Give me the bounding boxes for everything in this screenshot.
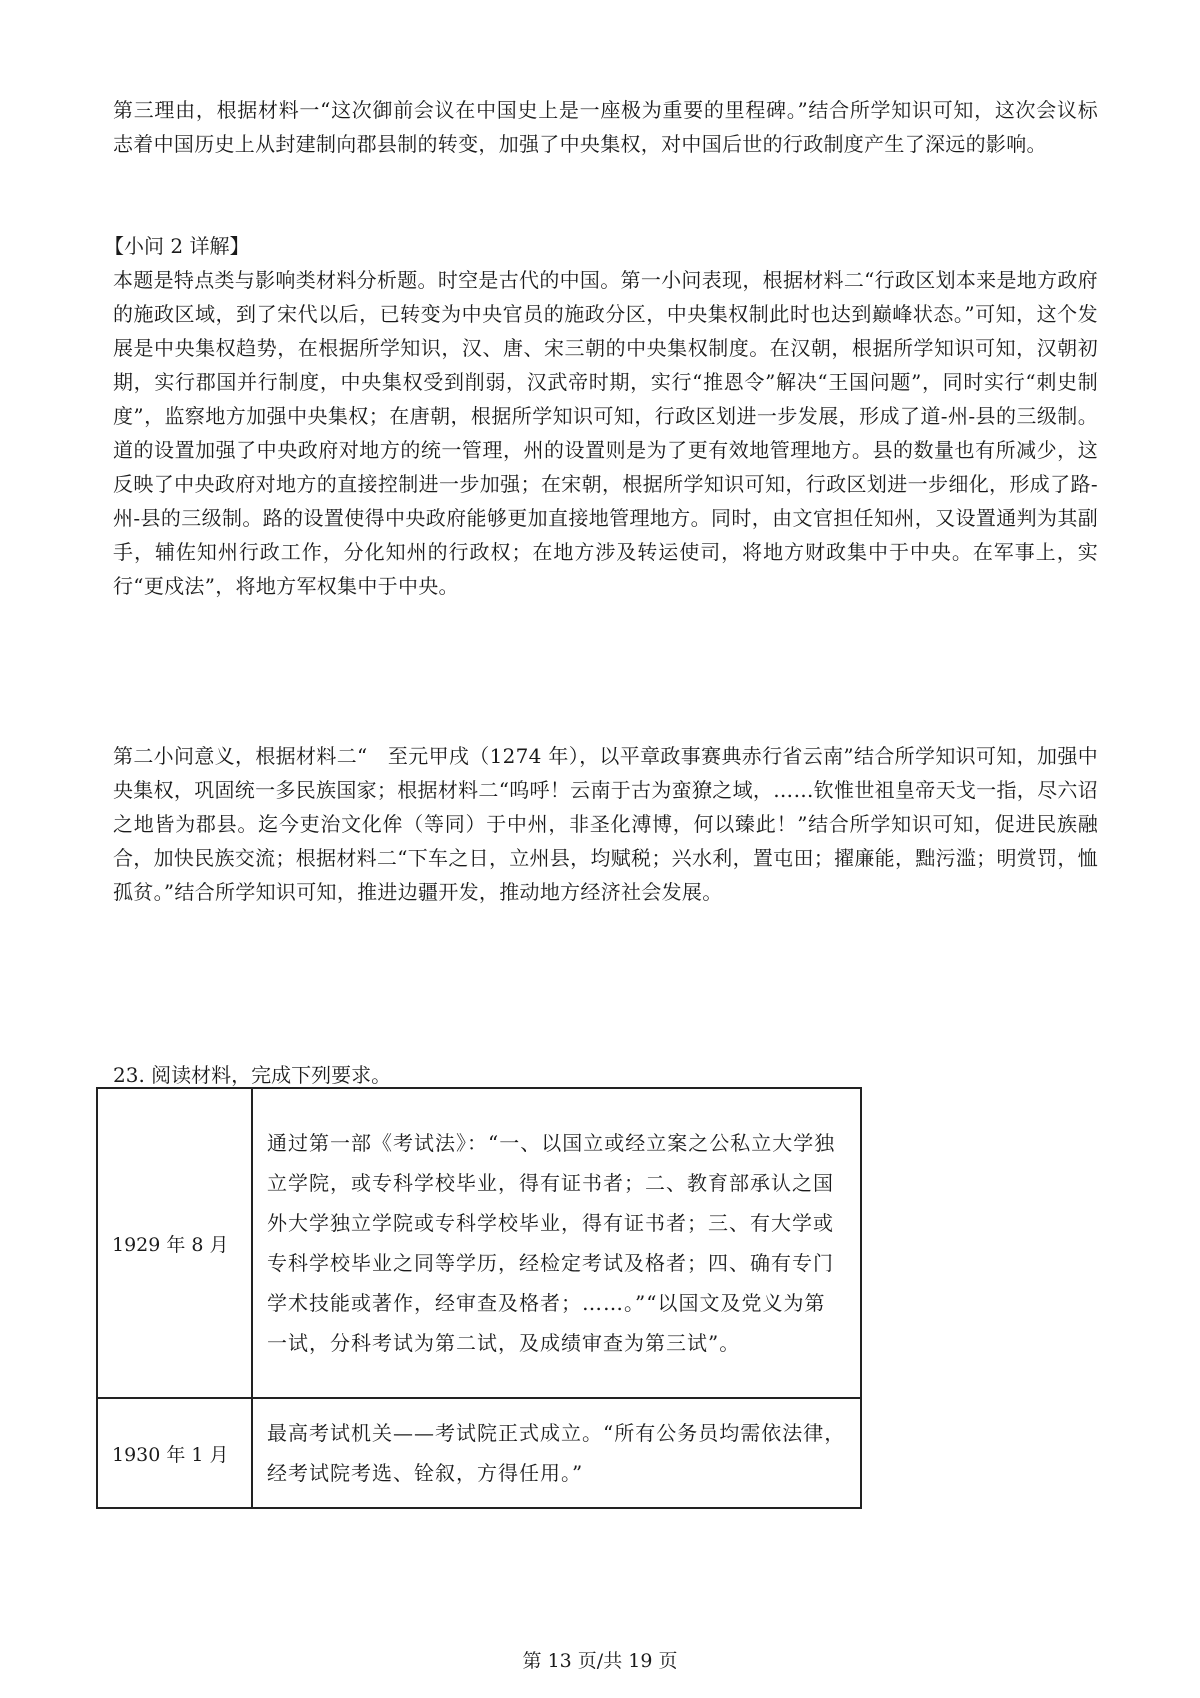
analysis-paragraph-2: 第二小问意义，根据材料二“ 至元甲戌（1274 年），以平章政事赛典赤行省云南”结合所学知识可知，加强中央集权，巩固统一多民族国家；根据材料二“呜呼！云南于古为蛮獠之域，……钦惟世祖皇帝天戈一指，尽六诏之地皆为郡县。迄今吏治文化侔（等同）于中州，非圣化溥博，何以臻此！”结合所学知识可知，促进民族融合，加快民族交流；根据材料二“下车之日，立州县，均赋税；兴水利，置屯田；擢廉能，黜污滥；明赏罚，恤孤贫。”结合所学知识可知，推进边疆开发，推动地方经济社会发展。 bbox=[113, 744, 1098, 904]
subheading-question-2: 【小问 2 详解】 bbox=[104, 234, 250, 258]
table-cell-content: 通过第一部《考试法》：“一、以国立或经立案之公私立大学独立学院，或专科学校毕业，得有证书者；二、教育部承认之国外大学独立学院或专科学校毕业，得有证书者；三、有大学或专科学校毕业之同等学历，经检定考试及格者；四、确有专门学术技能或著作，经审查及格者；……。”“以国文及党义为第一试，分科考试为第二试，及成绩审查为第三试”。 bbox=[252, 1088, 861, 1398]
table-row bbox=[97, 1088, 861, 1398]
table-cell-content: 最高考试机关——考试院正式成立。“所有公务员均需依法律，经考试院考选、铨叙，方得任用。” bbox=[252, 1398, 861, 1508]
analysis-paragraph-1: 本题是特点类与影响类材料分析题。时空是古代的中国。第一小问表现，根据材料二“行政区划本来是地方政府的施政区域，到了宋代以后，已转变为中央官员的施政分区，中央集权制此时也达到巅峰状态。”可知，这个发展是中央集权趋势，在根据所学知识，汉、唐、宋三朝的中央集权制度。在汉朝，根据所学知识可知，汉朝初期，实行郡国并行制度，中央集权受到削弱，汉武帝时期，实行“推恩令”解决“王国问题”，同时实行“刺史制度”，监察地方加强中央集权；在唐朝，根据所学知识可知，行政区划进一步发展，形成了道-州-县的三级制。道的设置加强了中央政府对地方的统一管理，州的设置则是为了更有效地管理地方。县的数量也有所减少，这反映了中央政府对地方的直接控制进一步加强；在宋朝，根据所学知识可知，行政区划进一步细化，形成了路-州-县的三级制。路的设置使得中央政府能够更加直接地管理地方。同时，由文官担任知州，又设置通判为其副手，辅佐知州行政工作，分化知州的行政权；在地方涉及转运使司，将地方财政集中于中央。在军事上，实行“更戍法”，将地方军权集中于中央。 bbox=[113, 268, 1098, 598]
table-cell-date: 1930 年 1 月 bbox=[97, 1398, 252, 1508]
table-row bbox=[97, 1398, 861, 1508]
question-23-prompt: 23. 阅读材料，完成下列要求。 bbox=[113, 1063, 392, 1087]
intro-paragraph: 第三理由，根据材料一“这次御前会议在中国史上是一座极为重要的里程碑。”结合所学知识可知，这次会议标志着中国历史上从封建制向郡县制的转变，加强了中央集权，对中国后世的行政制度产生了深远的影响。 bbox=[113, 98, 1098, 156]
page-number-footer: 第 13 页/共 19 页 bbox=[522, 1650, 678, 1672]
material-table bbox=[96, 1087, 862, 1509]
table-cell-date: 1929 年 8 月 bbox=[97, 1088, 252, 1398]
